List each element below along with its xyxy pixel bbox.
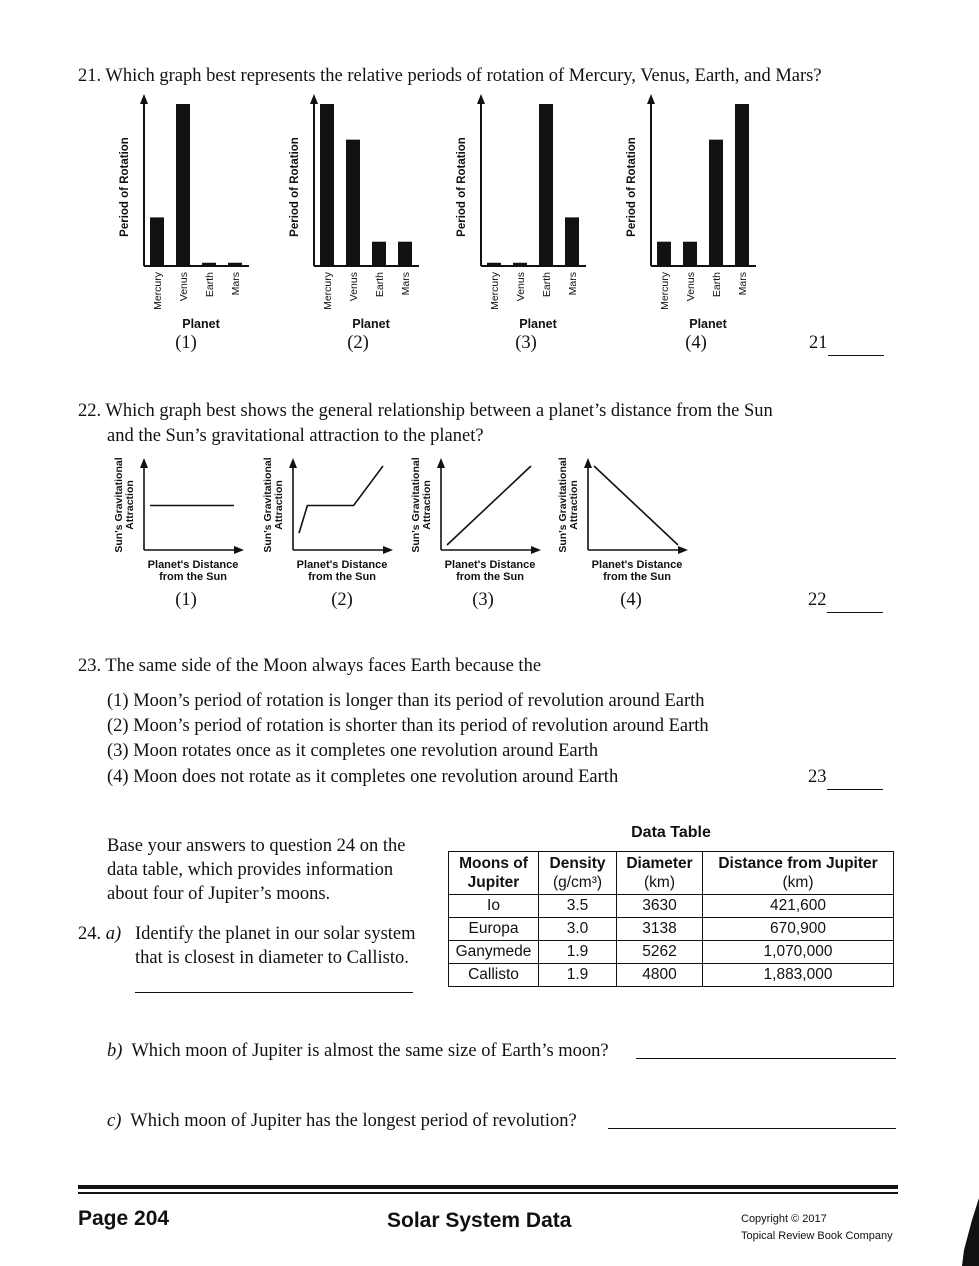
tick-label-mercury: Mercury: [489, 272, 501, 310]
y-label-line2: Attraction: [568, 480, 580, 530]
cell-diameter: 3138: [617, 918, 703, 941]
question-number: 23.: [78, 656, 102, 676]
question-text: Which graph best represents the relative periods of rotation of Mercury, Venus, Earth, and Mars?: [105, 66, 822, 86]
line-graph-2: [262, 457, 393, 583]
table-row: [449, 918, 894, 941]
y-axis-arrow: [140, 458, 148, 468]
cell-density: 1.9: [539, 941, 617, 964]
cell-distance: 1,883,000: [703, 964, 894, 987]
choice-label: (1): [175, 590, 197, 610]
footer-title: Solar System Data: [387, 1209, 572, 1232]
line-graph-3: [410, 457, 541, 583]
tick-label-venus: Venus: [348, 272, 360, 302]
tick-label-mars: Mars: [737, 272, 749, 296]
question-number: 24.: [78, 924, 102, 944]
part-a-line1: Identify the planet in our solar system: [135, 924, 416, 944]
question-24b: [107, 1039, 609, 1063]
y-axis-label: Period of Rotation: [626, 137, 638, 237]
choice-label: (2): [347, 333, 369, 353]
part-b-text: Which moon of Jupiter is almost the same size of Earth’s moon?: [131, 1041, 609, 1061]
tick-label-mars: Mars: [400, 272, 412, 296]
choice-label: (1): [175, 333, 197, 353]
answer-blank-24c[interactable]: [608, 1128, 896, 1129]
part-label: b): [107, 1041, 123, 1061]
y-label-line1: Sun's Gravitational: [262, 457, 274, 553]
answer-number: 21: [809, 333, 828, 353]
tick-label-earth: Earth: [541, 272, 553, 298]
question-23: [78, 654, 541, 678]
table-row: [449, 895, 894, 918]
data-line: [299, 466, 383, 533]
copyright-line1: Copyright © 2017: [741, 1213, 827, 1225]
choice-label: (3): [515, 333, 537, 353]
y-axis-label: Period of Rotation: [456, 137, 468, 237]
tick-label-mercury: Mercury: [322, 272, 334, 310]
tick-label-venus: Venus: [178, 272, 190, 302]
choice-label: (4): [620, 590, 642, 610]
footer-rule-thick: [78, 1185, 898, 1189]
table-header-row: [449, 852, 894, 895]
tick-label-earth: Earth: [711, 272, 723, 298]
cell-diameter: 5262: [617, 941, 703, 964]
tick-label-mars: Mars: [567, 272, 579, 296]
page-edge-shape: [950, 1190, 979, 1266]
choice-label: (3): [472, 590, 494, 610]
x-label-line1: Planet's Distance: [296, 559, 388, 571]
part-label: c): [107, 1111, 122, 1131]
cell-diameter: 4800: [617, 964, 703, 987]
part-a-line2: that is closest in diameter to Callisto.: [135, 948, 409, 968]
cell-moon: Io: [449, 895, 539, 918]
answer-blank-24b[interactable]: [636, 1058, 896, 1059]
answer-line-23[interactable]: [808, 765, 883, 790]
y-axis-label: Period of Rotation: [119, 137, 131, 237]
y-label-line2: Attraction: [421, 480, 433, 530]
x-label-line1: Planet's Distance: [444, 559, 536, 571]
table-row: [449, 941, 894, 964]
question-text-line1: Which graph best shows the general relationship between a planet’s distance from the Sun: [105, 401, 773, 421]
data-line: [594, 466, 678, 545]
cell-distance: 670,900: [703, 918, 894, 941]
header-density: Density (g/cm³): [539, 852, 617, 895]
y-axis-label: [262, 457, 285, 552]
cell-distance: 421,600: [703, 895, 894, 918]
cell-diameter: 3630: [617, 895, 703, 918]
answer-number: 23: [808, 767, 827, 787]
x-label-line2: from the Sun: [603, 571, 671, 583]
intro-line1: Base your answers to question 24 on the: [107, 836, 406, 856]
y-axis-label: [113, 457, 136, 552]
answer-blank[interactable]: [827, 588, 883, 613]
cell-density: 3.5: [539, 895, 617, 918]
y-axis-arrow: [437, 458, 445, 468]
y-axis-label: Period of Rotation: [289, 137, 301, 237]
x-axis-arrow: [234, 546, 244, 554]
answer-line-22[interactable]: [808, 588, 883, 613]
choice-label: (2): [331, 590, 353, 610]
tick-label-mercury: Mercury: [659, 272, 671, 310]
tick-label-earth: Earth: [204, 272, 216, 298]
x-label-line2: from the Sun: [159, 571, 227, 583]
tick-label-mars: Mars: [230, 272, 242, 296]
x-label-line1: Planet's Distance: [147, 559, 239, 571]
header-diameter: Diameter (km): [617, 852, 703, 895]
y-label-line1: Sun's Gravitational: [557, 457, 569, 553]
data-table: [448, 851, 894, 987]
y-label-line1: Sun's Gravitational: [113, 457, 125, 553]
x-label-line1: Planet's Distance: [591, 559, 683, 571]
x-axis-label: Planet: [352, 317, 390, 331]
x-axis-label: Planet: [182, 317, 220, 331]
y-axis-arrow: [584, 458, 592, 468]
cell-moon: Callisto: [449, 964, 539, 987]
question-number: 22.: [78, 401, 102, 421]
intro-line2: data table, which provides information: [107, 860, 394, 880]
cell-density: 1.9: [539, 964, 617, 987]
question-24a: [78, 922, 121, 946]
cell-distance: 1,070,000: [703, 941, 894, 964]
x-label-line2: from the Sun: [456, 571, 524, 583]
y-axis-label: [557, 457, 580, 552]
option-2: (2) Moon’s period of rotation is shorter than its period of revolution around Earth: [107, 716, 709, 736]
answer-blank-24a[interactable]: [135, 992, 413, 993]
x-axis-arrow: [383, 546, 393, 554]
y-axis-label: [410, 457, 433, 552]
question-text: The same side of the Moon always faces Earth because the: [105, 656, 542, 676]
choice-label: (4): [685, 333, 707, 353]
question-number: 21.: [78, 66, 102, 86]
header-distance: Distance from Jupiter (km): [703, 852, 894, 895]
header-moons: Moons of Jupiter: [449, 852, 539, 895]
table-title: Data Table: [631, 824, 711, 841]
part-label: a): [105, 924, 122, 944]
tick-label-venus: Venus: [515, 272, 527, 302]
tick-label-venus: Venus: [685, 272, 697, 302]
tick-label-earth: Earth: [374, 272, 386, 298]
question-24c: [107, 1109, 577, 1133]
x-axis-label: Planet: [519, 317, 557, 331]
option-3: (3) Moon rotates once as it completes one revolution around Earth: [107, 741, 599, 761]
x-axis-label: Planet: [689, 317, 727, 331]
tick-label-mercury: Mercury: [152, 272, 164, 310]
cell-density: 3.0: [539, 918, 617, 941]
cell-moon: Ganymede: [449, 941, 539, 964]
y-label-line1: Sun's Gravitational: [410, 457, 422, 553]
y-axis-arrow: [289, 458, 297, 468]
copyright-line2: Topical Review Book Company: [741, 1230, 893, 1242]
footer-rule-thin: [78, 1192, 898, 1194]
intro-line3: about four of Jupiter’s moons.: [107, 884, 331, 904]
question-text-line2: and the Sun’s gravitational attraction to the planet?: [107, 426, 484, 446]
data-line: [447, 466, 531, 545]
y-label-line2: Attraction: [124, 480, 136, 530]
x-label-line2: from the Sun: [308, 571, 376, 583]
x-axis-arrow: [531, 546, 541, 554]
answer-blank[interactable]: [827, 765, 883, 790]
line-graph-1: [113, 457, 244, 583]
line-graph-4: [557, 457, 688, 583]
page-number: Page 204: [78, 1207, 170, 1230]
copyright: [741, 1211, 893, 1245]
cell-moon: Europa: [449, 918, 539, 941]
part-c-text: Which moon of Jupiter has the longest period of revolution?: [130, 1111, 577, 1131]
y-label-line2: Attraction: [273, 480, 285, 530]
answer-number: 22: [808, 590, 827, 610]
option-1: (1) Moon’s period of rotation is longer than its period of revolution around Earth: [107, 691, 705, 711]
option-4: (4) Moon does not rotate as it completes one revolution around Earth: [107, 767, 619, 787]
x-axis-arrow: [678, 546, 688, 554]
table-row: [449, 964, 894, 987]
